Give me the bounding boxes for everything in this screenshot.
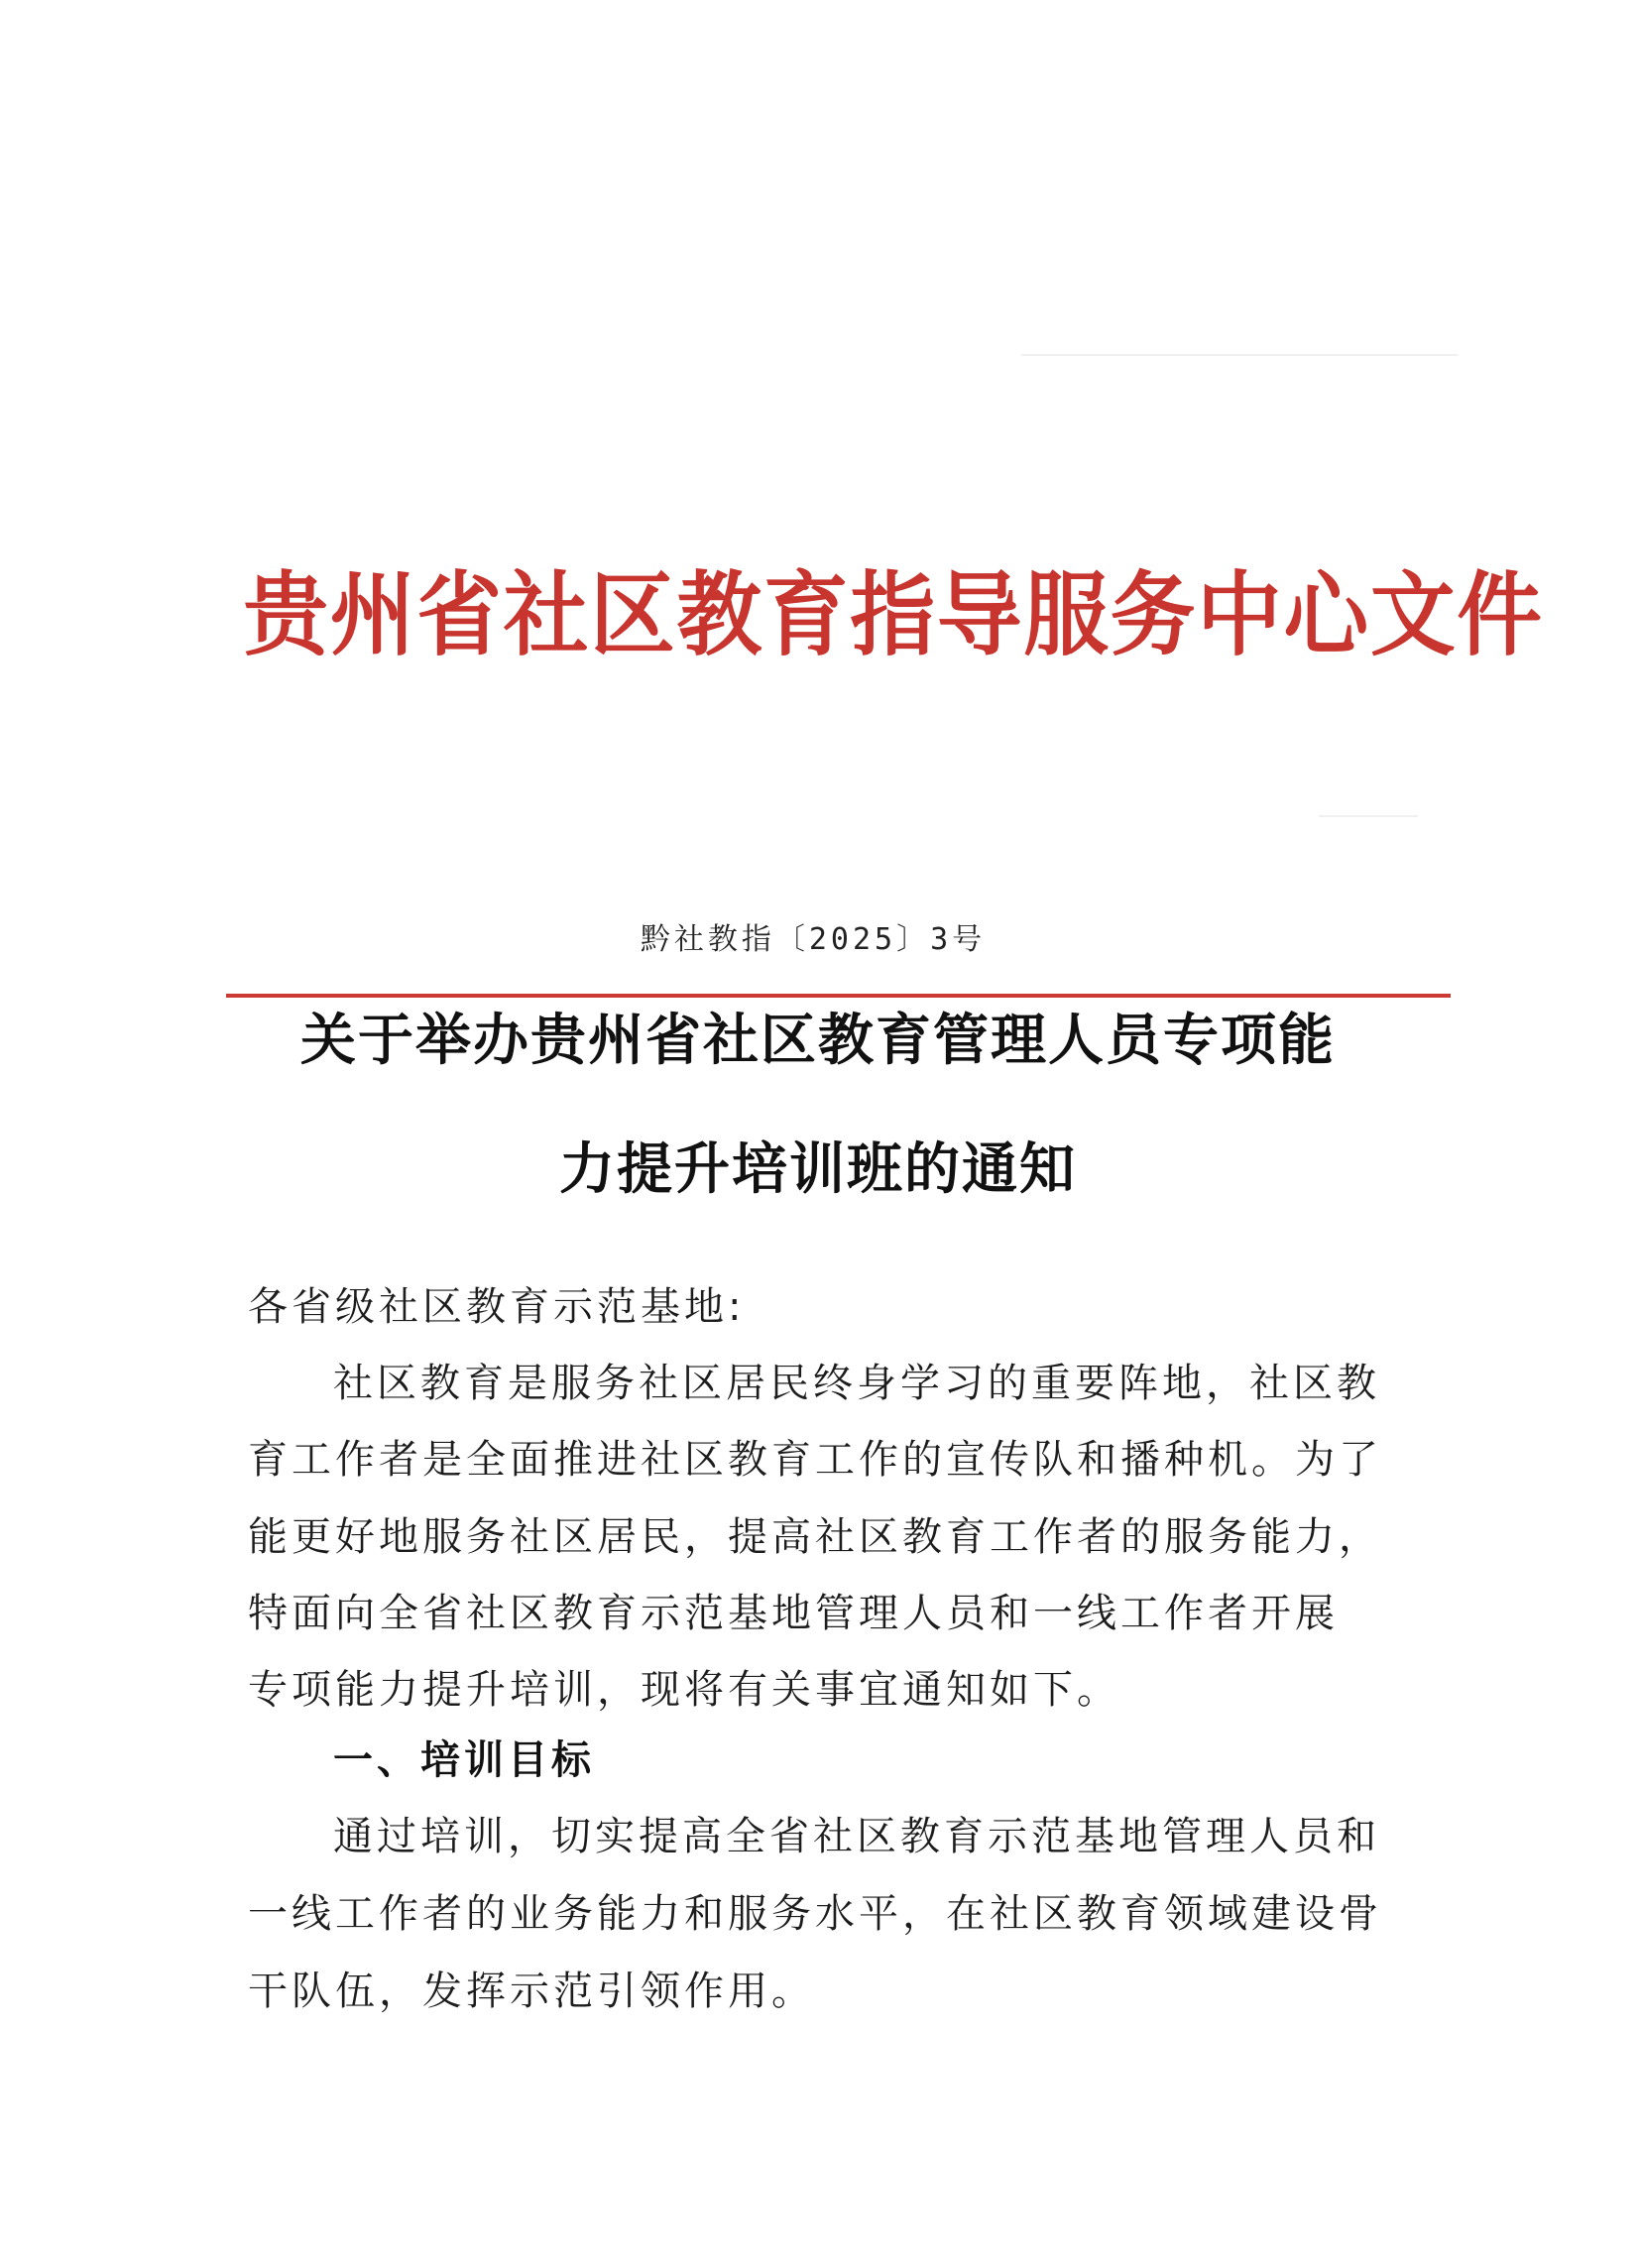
paragraph-line: 特面向全省社区教育示范基地管理人员和一线工作者开展 bbox=[248, 1591, 1339, 1636]
document-title-line-1: 关于举办贵州省社区教育管理人员专项能 bbox=[300, 1009, 1336, 1073]
red-divider-line bbox=[226, 994, 1451, 998]
paragraph-line: 能更好地服务社区居民，提高社区教育工作者的服务能力， bbox=[248, 1514, 1382, 1560]
document-title-line-2: 力提升培训班的通知 bbox=[559, 1137, 1077, 1202]
salutation: 各省级社区教育示范基地: bbox=[248, 1284, 746, 1330]
issuer-header-title: 贵州省社区教育指导服务中心文件 bbox=[243, 562, 1544, 668]
section-heading: 一、培训目标 bbox=[333, 1737, 595, 1783]
paragraph-line: 育工作者是全面推进社区教育工作的宣传队和播种机。为了 bbox=[248, 1437, 1382, 1483]
document-number: 黔社教指〔2025〕3号 bbox=[640, 922, 987, 957]
paragraph-line: 社区教育是服务社区居民终身学习的重要阵地，社区教 bbox=[333, 1361, 1380, 1406]
paragraph-line: 专项能力提升培训，现将有关事宜通知如下。 bbox=[248, 1667, 1120, 1713]
scan-artifact-line bbox=[1021, 354, 1458, 356]
paragraph-line: 干队伍，发挥示范引领作用。 bbox=[248, 1969, 815, 2014]
scan-artifact-line bbox=[1319, 815, 1418, 817]
paragraph-line: 一线工作者的业务能力和服务水平，在社区教育领域建设骨 bbox=[248, 1891, 1382, 1937]
paragraph-line: 通过培训，切实提高全省社区教育示范基地管理人员和 bbox=[333, 1814, 1380, 1859]
